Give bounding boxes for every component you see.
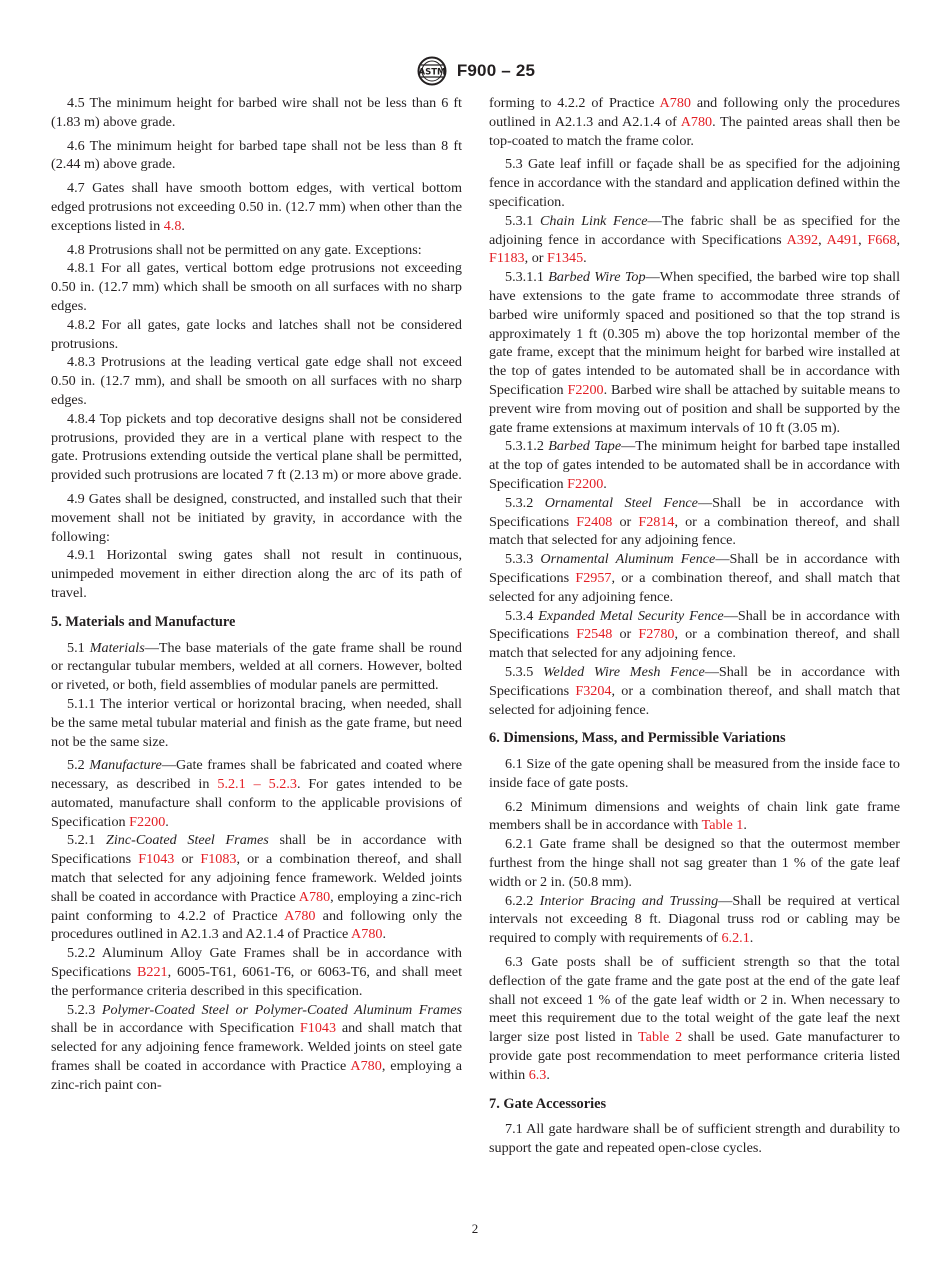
link-b221[interactable]: B221 [136, 964, 168, 981]
link-f2408[interactable]: F2408 [576, 513, 613, 530]
link-a780[interactable]: A780 [351, 926, 383, 943]
logo-letters: ASTM [418, 67, 446, 78]
link-f3204[interactable]: F3204 [575, 682, 612, 699]
link-a780[interactable]: A780 [350, 1058, 382, 1075]
para-4-6: 4.6 The minimum height for barbed tape shall not be less than 8 ft (2.44 m) above grade. [51, 137, 462, 173]
para-5-3-1-1: 5.3.1.1 Barbed Wire Top—When specified, the barbed wire top shall have extensions to the gate frame to accommodate three strands of barbed wire uniformly spaced and positioned so that the top strand is approximately 1 ft (0.305 m) above the top horizontal member of the gate frame, except that the minimum height for barbed wire installed at the top of gates intended to be automated shall be in accordance with Specification F2200. Barbed wire shall be attached by suitable means to prevent wire from moving out of position and shall be supported by the gate frame extensions at maximum intervals of 10 ft (3.05 m). [489, 269, 901, 436]
link-f1183[interactable]: F1183 [489, 250, 525, 267]
para-5-2-3: 5.2.3 Polymer-Coated Steel or Polymer-Coated Aluminum Frames shall be in accordance with Specification F1043 and shall match that selected for any adjoining fence framework. Welded joints on steel gate frames shall be coated in accordance with Practice A780, employing a zinc-rich paint con- [51, 1001, 462, 1093]
link-f2548[interactable]: F2548 [576, 626, 613, 643]
section-7-heading: 7. Gate Accessories [489, 1095, 607, 1112]
para-5-1-1: 5.1.1 The interior vertical or horizontal bracing, when needed, shall be the same metal tubular material and finish as the gate frame, but need not be the same size. [51, 695, 462, 750]
left-column [51, 94, 462, 1095]
para-4-9: 4.9 Gates shall be designed, constructed, and installed such that their movement shall not be initiated by gravity, in accordance with the following: [51, 490, 462, 545]
standard-designation: F900 – 25 [456, 61, 536, 80]
link-f2200[interactable]: F2200 [129, 813, 166, 830]
link-f1043[interactable]: F1043 [138, 851, 175, 868]
para-5-2: 5.2 Manufacture—Gate frames shall be fabricated and coated where necessary, as described in 5.2.1 – 5.2.3. For gates intended to be automated, manufacture shall conform to the applicable provisions of Specification F2200. [51, 757, 463, 830]
link-a780[interactable]: A780 [659, 95, 691, 111]
para-4-7: 4.7 Gates shall have smooth bottom edges, with vertical bottom edged protrusions not exceeding 0.50 in. (12.7 mm) when other than the exceptions listed in 4.8. [51, 180, 462, 234]
para-4-8-3: 4.8.3 Protrusions at the leading vertical gate edge shall not exceed 0.50 in. (12.7 mm), and shall be smooth on all surfaces with no sharp edges. [51, 354, 462, 408]
link-f2814[interactable]: F2814 [638, 513, 675, 530]
para-4-5: 4.5 The minimum height for barbed wire shall not be less than 6 ft (1.83 m) above grade. [51, 95, 462, 130]
link-a780[interactable]: A780 [680, 113, 713, 130]
link-a392[interactable]: A392 [786, 231, 819, 248]
para-5-3-2: 5.3.2 Ornamental Steel Fence—Shall be in accordance with Specifications F2408 or F2814, or a combination thereof, and shall match that selected for any adjoining fence. [489, 494, 900, 549]
link-6-2-1[interactable]: 6.2.1 [721, 930, 750, 947]
para-5-3: 5.3 Gate leaf infill or façade shall be as specified for the adjoining fence in accordance with the standard and application defined within the specification. [489, 156, 900, 210]
link-f1083[interactable]: F1083 [200, 851, 237, 868]
link-f2200[interactable]: F2200 [567, 475, 604, 492]
para-6-3: 6.3 Gate posts shall be of sufficient strength so that the total deflection of the gate frame and the gate post at the end of the gate leaf shall not exceed 1 % of the gate leaf width or 2 in. When necessary to meet this requirement due to the total weight of the gate leaf the next larger size post listed in Table 2 shall be used. Gate manufacturer to provide gate post recommendation to meet performance criteria listed within 6.3. [489, 954, 901, 1083]
link-a780[interactable]: A780 [298, 888, 331, 905]
link-f1345[interactable]: F1345 [547, 250, 584, 267]
para-5-3-3: 5.3.3 Ornamental Aluminum Fence—Shall be in accordance with Specifications F2957, or a combination thereof, and shall match that selected for any adjoining fence. [489, 551, 901, 605]
link-f668[interactable]: F668 [867, 231, 897, 248]
para-5-1: 5.1 Materials—The base materials of the gate frame shall be round or rectangular tubular members, welded at all corners. However, bolted or riveted, or both, field assemblies of modular panels are permitted. [51, 639, 463, 694]
para-6-2: 6.2 Minimum dimensions and weights of chain link gate frame members shall be in accordance with Table 1. [489, 798, 900, 834]
right-column [489, 94, 900, 1158]
para-4-8-1: 4.8.1 For all gates, vertical bottom edge protrusions not exceeding 0.50 in. (12.7 mm) which shall be smooth on all surfaces with no sharp edges. [51, 260, 462, 314]
para-5-2-1: 5.2.1 Zinc-Coated Steel Frames shall be in accordance with Specifications F1043 or F1083, or a combination thereof, and shall match that selected for any adjoining fence framework. Welded joints shall be coated in accordance with Practice A780, employing a zinc-rich paint conforming to 4.2.2 of Practice A780 and following only the procedures outlined in A2.1.3 and A2.1.4 of Practice A780. [51, 832, 462, 943]
link-4-8[interactable]: 4.8 [163, 217, 182, 234]
para-5-3-1: 5.3.1 Chain Link Fence—The fabric shall be as specified for the adjoining fence in accordance with Specifications A392, A491, F668, F1183, or F1345. [489, 212, 901, 267]
para-4-8: 4.8 Protrusions shall not be permitted on any gate. Exceptions: [67, 241, 422, 258]
link-f2957[interactable]: F2957 [575, 569, 612, 586]
link-table-2[interactable]: Table 2 [638, 1029, 683, 1046]
link-f2200[interactable]: F2200 [567, 381, 604, 398]
para-6-2-2: 6.2.2 Interior Bracing and Trussing—Shall be required at vertical intervals not exceeding 8 ft. Diagonal truss rod or cabling may be required to comply with requirements of 6.2.1. [489, 892, 900, 947]
para-5-3-1-2: 5.3.1.2 Barbed Tape—The minimum height for barbed tape installed at the top of gates intended to be automated shall be in accordance with Specification F2200. [489, 438, 900, 492]
para-5-2-2: 5.2.2 Aluminum Alloy Gate Frames shall be in accordance with Specifications B221, 6005-T61, 6061-T6, or 6063-T6, and shall meet the performance criteria described in this specification. [51, 945, 462, 999]
astm-logo-icon [415, 56, 449, 86]
link-f1043[interactable]: F1043 [299, 1020, 337, 1037]
link-6-3[interactable]: 6.3 [528, 1066, 547, 1083]
section-5-heading: 5. Materials and Manufacture [51, 613, 236, 630]
para-4-9-1: 4.9.1 Horizontal swing gates shall not result in continuous, unimpeded movement in either direction along the arc of its path of travel. [51, 547, 462, 601]
link-5-2-1-5-2-3[interactable]: 5.2.1 – 5.2.3 [217, 776, 297, 793]
link-f2780[interactable]: F2780 [638, 626, 675, 643]
para-6-2-1: 6.2.1 Gate frame shall be designed so that the outermost member furthest from the hinge shall not sag greater than 1 % of the gate leaf width or 2 in. (50.8 mm). [489, 836, 900, 890]
link-a491[interactable]: A491 [826, 231, 859, 248]
page-number: 2 [471, 1221, 479, 1236]
link-table-1[interactable]: Table 1 [701, 817, 744, 834]
link-a780[interactable]: A780 [284, 907, 316, 924]
para-5-2-3-continued: forming to 4.2.2 of Practice A780 and following only the procedures outlined in A2.1.3 and A2.1.4 of A780. The painted areas shall then be top-coated to match the frame color. [489, 95, 900, 149]
para-5-3-4: 5.3.4 Expanded Metal Security Fence—Shall be in accordance with Specifications F2548 or F2780, or a combination thereof, and shall match that selected for any adjoining fence. [489, 607, 900, 662]
para-6-1: 6.1 Size of the gate opening shall be measured from the inside face to inside face of gate posts. [489, 756, 900, 791]
para-4-8-2: 4.8.2 For all gates, gate locks and latches shall not be considered protrusions. [51, 316, 462, 352]
para-4-8-4: 4.8.4 Top pickets and top decorative designs shall not be considered protrusions, provided they are in a vertical plane with respect to the gate. Protrusions extending outside the vertical plane shall be permitted, provided such protrusions are located 7 ft (2.13 m) or more above grade. [51, 410, 462, 484]
page-header [0, 56, 950, 86]
para-5-3-5: 5.3.5 Welded Wire Mesh Fence—Shall be in accordance with Specifications F3204, or a combination thereof, and shall match that selected for adjoining fence. [489, 663, 901, 718]
para-7-1: 7.1 All gate hardware shall be of sufficient strength and durability to support the gate and repeated open-close cycles. [489, 1121, 900, 1157]
section-6-heading: 6. Dimensions, Mass, and Permissible Variations [489, 730, 786, 747]
